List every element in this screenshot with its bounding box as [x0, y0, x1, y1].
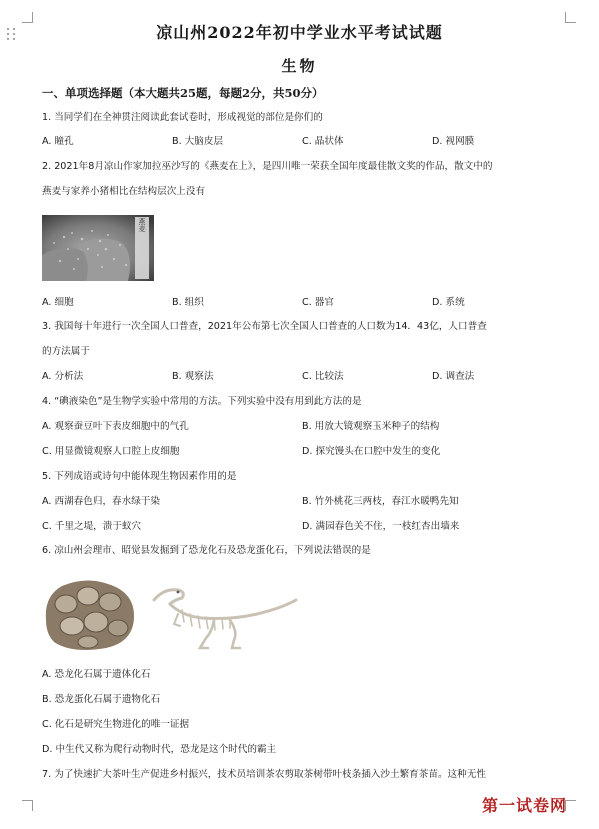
question-2-option-a: A. 细胞 [42, 297, 74, 308]
oat-photo-caption: 燕麦 [138, 218, 146, 232]
question-3-option-c: C. 比较法 [302, 371, 344, 382]
question-6-option-c: C. 化石是研究生物进化的唯一证据 [42, 719, 190, 730]
question-4-option-b: B. 用放大镜观察玉米种子的结构 [302, 421, 440, 432]
dinosaur-fossil-image [42, 570, 300, 652]
exam-title: 凉山州2022年初中学业水平考试试题 [156, 23, 443, 42]
question-3-stem-line-1: 3. 我国每十年进行一次全国人口普查，2021年公布第七次全国人口普查的人口数为14．43亿，人口普查 [42, 321, 487, 332]
crop-mark-bottom-left [22, 800, 33, 811]
question-6-stem: 6. 凉山州会理市、昭觉县发掘到了恐龙化石及恐龙蛋化石，下列说法错误的是 [42, 545, 371, 556]
question-6-option-b: B. 恐龙蛋化石属于遗物化石 [42, 694, 161, 705]
question-7-stem: 7. 为了快速扩大茶叶生产促进乡村振兴，技术员培训茶农剪取茶树带叶枝条插入沙土繁育茶苗。这种无性 [42, 769, 486, 780]
question-3-option-b: B. 观察法 [172, 371, 214, 382]
question-4-option-a: A. 观察蚕豆叶下表皮细胞中的气孔 [42, 421, 189, 432]
question-2-option-b: B. 组织 [172, 297, 204, 308]
question-4-option-c: C. 用显微镜观察人口腔上皮细胞 [42, 446, 180, 457]
question-5-option-a: A. 西湖春色归，春水绿于染 [42, 496, 161, 507]
oat-hands-photo [42, 215, 154, 281]
question-2-option-d: D. 系统 [432, 297, 465, 308]
question-1-option-a: A. 瞳孔 [42, 136, 74, 147]
site-watermark: 第一试卷网 [482, 796, 568, 815]
question-1-stem: 1. 当同学们在全神贯注阅读此套试卷时，形成视觉的部位是你们的 [42, 112, 323, 123]
question-3-stem-line-2: 的方法属于 [42, 346, 90, 357]
section-heading: 一、单项选择题（本大题共25题，每题2分，共50分） [42, 86, 324, 100]
question-1-option-c: C. 晶状体 [302, 136, 344, 147]
question-6-option-a: A. 恐龙化石属于遗体化石 [42, 669, 151, 680]
question-1-option-b: B. 大脑皮层 [172, 136, 224, 147]
question-2-option-c: C. 器官 [302, 297, 334, 308]
question-3-option-a: A. 分析法 [42, 371, 84, 382]
dinosaur-skeleton-icon [154, 590, 296, 648]
question-5-stem: 5. 下列成语或诗句中能体现生物因素作用的是 [42, 471, 237, 482]
subject-title: 生物 [281, 57, 318, 75]
question-3-option-d: D. 调查法 [432, 371, 475, 382]
question-1-option-d: D. 视网膜 [432, 136, 475, 147]
question-4-stem: 4. “碘液染色”是生物学实验中常用的方法。下列实验中没有用到此方法的是 [42, 396, 362, 407]
question-5-option-b: B. 竹外桃花三两枝，春江水暖鸭先知 [302, 496, 459, 507]
question-4-option-d: D. 探究馒头在口腔中发生的变化 [302, 446, 441, 457]
question-6-option-d: D. 中生代又称为爬行动物时代，恐龙是这个时代的霸主 [42, 744, 277, 755]
question-5-option-d: D. 满园春色关不住，一枝红杏出墙来 [302, 521, 460, 532]
dinosaur-egg-fossil-icon [46, 580, 134, 650]
question-5-option-c: C. 千里之堤，溃于蚁穴 [42, 521, 142, 532]
question-2-stem-line-1: 2. 2021年8月凉山作家加拉巫沙写的《燕麦在上》，是四川唯一荣获全国年度最佳散文奖的作品，散文中的 [42, 161, 493, 172]
question-2-stem-line-2: 燕麦与家养小猪相比在结构层次上没有 [42, 186, 206, 197]
